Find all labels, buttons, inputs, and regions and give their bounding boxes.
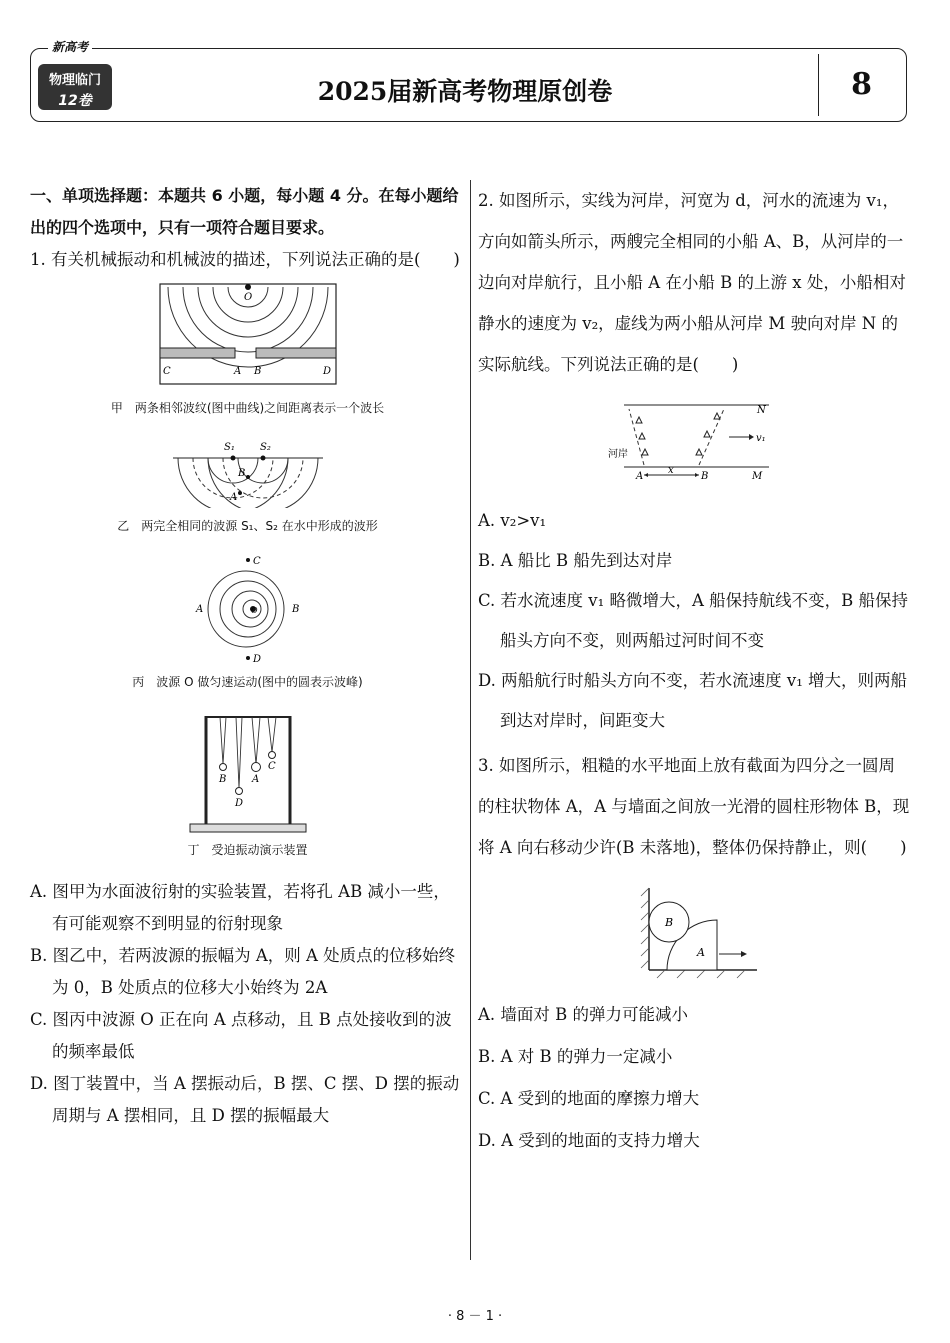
badge-line2: 12卷 xyxy=(58,93,92,109)
brand-badge xyxy=(38,64,112,110)
badge-line1: 物理临门 xyxy=(48,73,101,88)
section-heading: 一、单项选择题：本题共 6 小题，每小题 4 分。在每小题给出的四个选项中，只有一项符合题目要求。 xyxy=(30,186,459,237)
q1-options xyxy=(30,876,465,1132)
jia-label-o: O xyxy=(243,292,252,303)
fig-cylinder xyxy=(629,884,759,984)
river-label-bank: 河岸 xyxy=(608,449,628,460)
fig-ding-caption: 丁 受迫振动演示装置 xyxy=(187,843,308,857)
river-label-n: N xyxy=(757,405,766,416)
q3-option-a[interactable]: A. 墙面对 B 的弹力可能减小 xyxy=(478,1005,689,1024)
ding-label-b: B xyxy=(218,774,226,785)
q2-option-a[interactable]: A. v₂>v₁ xyxy=(478,511,547,530)
q3-stem: 3. 如图所示，粗糙的水平地面上放有截面为四分之一圆周的柱状物体 A，A 与墙面之间放一光滑的圆柱形物体 B，现将 A 向右移动少许(B 未落地)，整体仍保持静止，则( ) xyxy=(478,756,910,857)
river-label-b: B xyxy=(701,471,709,482)
right-column xyxy=(478,180,910,1162)
ding-label-c: C xyxy=(267,761,276,772)
yi-label-b: B xyxy=(237,468,245,479)
q3-options xyxy=(478,994,910,1162)
yi-label-s1: S₁ xyxy=(223,442,235,453)
q3-option-b[interactable]: B. A 对 B 的弹力一定减小 xyxy=(478,1047,673,1066)
q2-stem: 2. 如图所示，实线为河岸，河宽为 d，河水的流速为 v₁，方向如箭头所示，两艘完全相同的小船 A、B，从河岸的一边向对岸航行，且小船 A 在小船 B 的上游 x 处，小船相对静水的速度为 v₂，虚线为两小船从河岸 M 驶向对岸 N 的实际航线。下列说法正确的是( ) xyxy=(478,191,906,374)
yi-label-a: A xyxy=(229,492,237,503)
q2-option-c[interactable]: C. 若水流速度 v₁ 略微增大，A 船保持航线不变，B 船保持船头方向不变，则两船过河时间不变 xyxy=(478,591,908,650)
q3-option-d[interactable]: D. A 受到的地面的支持力增大 xyxy=(478,1131,700,1150)
q1-option-b[interactable]: B. 图乙中，若两波源的振幅为 A，则 A 处质点的位移始终为 0，B 处质点的位移大小始终为 2A xyxy=(30,946,456,997)
fig-yi xyxy=(168,438,328,508)
bing-label-b: B xyxy=(291,604,299,615)
fig-jia xyxy=(158,282,338,388)
left-column xyxy=(30,180,465,1132)
bing-label-a: A xyxy=(195,604,203,615)
ding-label-a: A xyxy=(251,774,259,785)
jia-label-c: C xyxy=(162,366,171,377)
ding-label-d: D xyxy=(234,798,243,809)
river-label-v1: v₁ xyxy=(756,433,766,444)
q2-options xyxy=(478,501,910,741)
q1-stem: 1. 有关机械振动和机械波的描述，下列说法正确的是( ) xyxy=(30,250,460,269)
jia-label-a: A xyxy=(233,366,241,377)
fig-bing xyxy=(178,554,318,664)
river-label-m: M xyxy=(752,471,763,482)
q2-option-d[interactable]: D. 两船航行时船头方向不变，若水流速度 v₁ 增大，则两船到达对岸时，间距变大 xyxy=(478,671,908,730)
fig-yi-caption: 乙 两完全相同的波源 S₁、S₂ 在水中形成的波形 xyxy=(117,519,378,533)
brand-tag: 新高考 xyxy=(48,38,92,55)
river-label-x: x xyxy=(668,465,674,476)
cyl-label-a: A xyxy=(697,946,705,959)
cyl-label-b: B xyxy=(665,916,674,929)
fig-bing-caption: 丙 波源 O 做匀速运动(图中的圆表示波峰) xyxy=(132,675,363,689)
q1-option-d[interactable]: D. 图丁装置中，当 A 摆振动后，B 摆、C 摆、D 摆的振动周期与 A 摆相同，且 D 摆的振幅最大 xyxy=(30,1074,460,1125)
fig-jia-caption: 甲 两条相邻波纹(图中曲线)之间距离表示一个波长 xyxy=(110,401,385,415)
q2-option-b[interactable]: B. A 船比 B 船先到达对岸 xyxy=(478,551,673,570)
jia-label-b: B xyxy=(253,366,261,377)
bing-label-d: D xyxy=(252,654,261,664)
paper-number: 8 xyxy=(818,54,904,116)
bing-label-o: O xyxy=(250,606,258,615)
bing-label-c: C xyxy=(252,556,261,567)
fig-river xyxy=(604,397,784,487)
q3-option-c[interactable]: C. A 受到的地面的摩擦力增大 xyxy=(478,1089,700,1108)
page-title: 2025届新高考物理原创卷 xyxy=(317,77,613,106)
river-label-a: A xyxy=(636,471,644,482)
q1-option-c[interactable]: C. 图丙中波源 O 正在向 A 点移动，且 B 点处接收到的波的频率最低 xyxy=(30,1010,452,1061)
page-footer: · 8 － 1 · xyxy=(447,1309,503,1324)
fig-ding xyxy=(188,712,308,834)
jia-label-d: D xyxy=(322,366,331,377)
yi-label-s2: S₂ xyxy=(259,442,271,453)
q1-option-a[interactable]: A. 图甲为水面波衍射的实验装置，若将孔 AB 减小一些，有可能观察不到明显的衍射现象 xyxy=(30,882,450,933)
column-divider xyxy=(470,180,471,1260)
